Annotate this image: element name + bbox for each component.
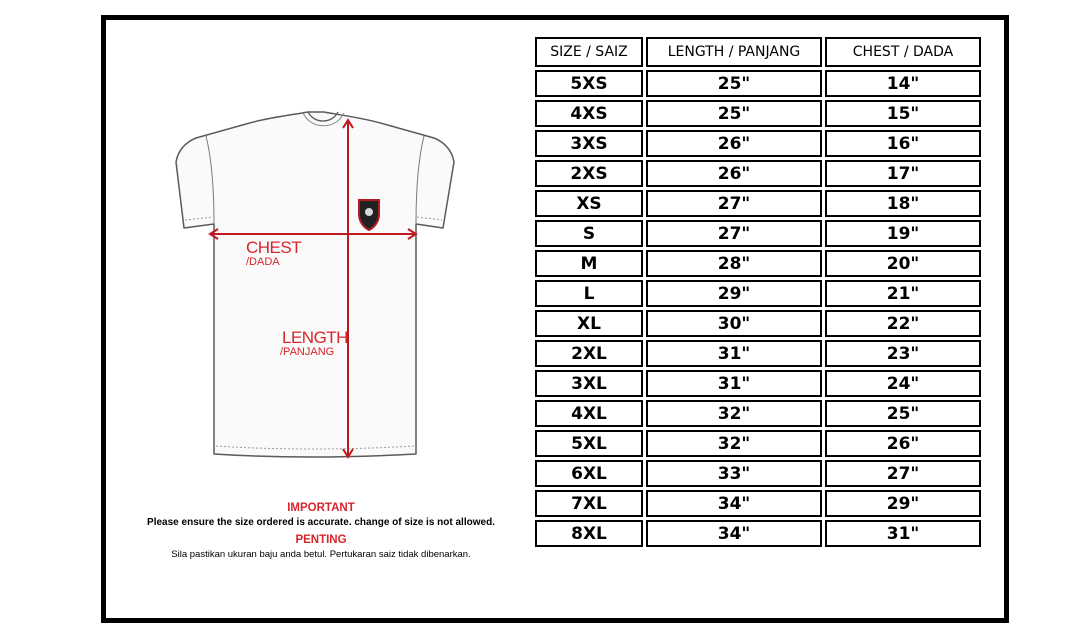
chest-cell: 18" [825,190,981,217]
length-cell: 32" [646,400,822,427]
length-cell: 34" [646,520,822,547]
length-cell: 32" [646,430,822,457]
header-chest: CHEST / DADA [825,37,981,67]
length-cell: 26" [646,130,822,157]
size-chart-frame [101,15,1009,623]
size-cell: 3XL [535,370,643,397]
chest-cell: 21" [825,280,981,307]
size-table [532,34,984,550]
size-cell: XL [535,310,643,337]
tshirt-illustration [106,20,536,618]
table-row [535,520,981,547]
size-cell: 4XS [535,100,643,127]
size-cell: 6XL [535,460,643,487]
length-cell: 31" [646,340,822,367]
size-cell: 3XS [535,130,643,157]
chest-cell: 14" [825,70,981,97]
size-cell: 2XS [535,160,643,187]
table-row [535,430,981,457]
length-cell: 27" [646,190,822,217]
table-row [535,490,981,517]
length-label: LENGTH [282,328,348,347]
size-cell: M [535,250,643,277]
penting-title: PENTING [295,534,347,546]
table-row [535,130,981,157]
size-cell: XS [535,190,643,217]
chest-cell: 29" [825,490,981,517]
chest-cell: 22" [825,310,981,337]
important-title: IMPORTANT [287,502,355,514]
chest-cell: 27" [825,460,981,487]
chest-sub-label: /DADA [246,256,280,268]
table-row [535,310,981,337]
length-cell: 27" [646,220,822,247]
length-cell: 34" [646,490,822,517]
chest-cell: 26" [825,430,981,457]
table-row [535,340,981,367]
table-row [535,460,981,487]
length-cell: 29" [646,280,822,307]
length-cell: 25" [646,100,822,127]
size-cell: 5XS [535,70,643,97]
chest-cell: 20" [825,250,981,277]
chest-cell: 17" [825,160,981,187]
tshirt-drawing [106,20,536,618]
chest-cell: 19" [825,220,981,247]
table-row [535,70,981,97]
table-row [535,160,981,187]
size-table-body [535,70,981,547]
size-cell: 2XL [535,340,643,367]
length-cell: 30" [646,310,822,337]
table-row [535,370,981,397]
length-cell: 31" [646,370,822,397]
chest-cell: 24" [825,370,981,397]
chest-cell: 16" [825,130,981,157]
header-length: LENGTH / PANJANG [646,37,822,67]
table-header-row [535,37,981,67]
size-cell: 8XL [535,520,643,547]
size-cell: L [535,280,643,307]
size-cell: 7XL [535,490,643,517]
table-row [535,400,981,427]
table-row [535,220,981,247]
length-cell: 33" [646,460,822,487]
chest-cell: 25" [825,400,981,427]
chest-cell: 15" [825,100,981,127]
size-cell: 4XL [535,400,643,427]
length-cell: 28" [646,250,822,277]
size-cell: S [535,220,643,247]
length-cell: 25" [646,70,822,97]
length-cell: 26" [646,160,822,187]
table-row [535,280,981,307]
table-row [535,190,981,217]
important-text: Please ensure the size ordered is accurate. change of size is not allowed. [147,517,495,528]
table-row [535,100,981,127]
table-row [535,250,981,277]
penting-text: Sila pastikan ukuran baju anda betul. Pertukaran saiz tidak dibenarkan. [171,549,471,560]
chest-label: CHEST [246,238,302,257]
emblem-icon [359,200,379,230]
chest-cell: 31" [825,520,981,547]
length-sub-label: /PANJANG [280,346,335,358]
chest-cell: 23" [825,340,981,367]
size-cell: 5XL [535,430,643,457]
header-size: SIZE / SAIZ [535,37,643,67]
